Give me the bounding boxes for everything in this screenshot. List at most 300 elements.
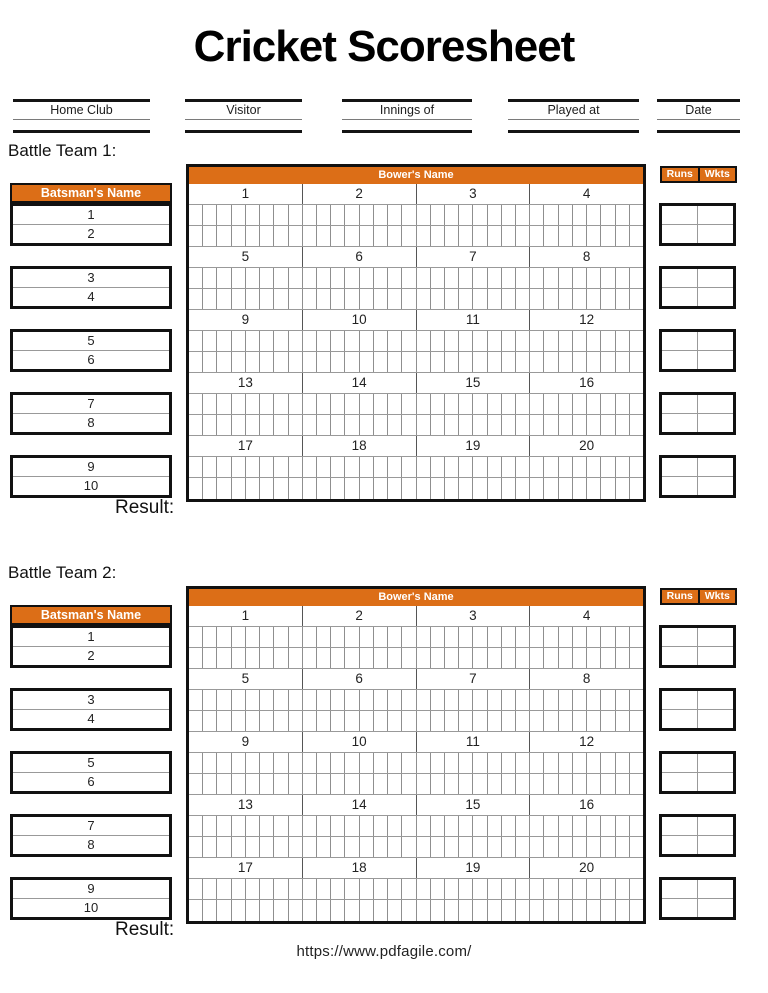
ball-score-cell[interactable] bbox=[260, 394, 274, 414]
ball-score-cell[interactable] bbox=[630, 753, 643, 773]
ball-score-cell[interactable] bbox=[601, 352, 615, 372]
ball-score-cell[interactable] bbox=[445, 627, 459, 647]
ball-score-cell[interactable] bbox=[587, 648, 601, 668]
ball-score-cell[interactable] bbox=[303, 415, 317, 435]
ball-score-cell[interactable] bbox=[374, 331, 388, 351]
ball-score-cell[interactable] bbox=[587, 205, 601, 225]
ball-score-cell[interactable] bbox=[402, 478, 416, 499]
ball-score-cell[interactable] bbox=[260, 289, 274, 309]
ball-score-cell[interactable] bbox=[331, 837, 345, 857]
ball-score-cell[interactable] bbox=[388, 457, 402, 477]
ball-score-cell[interactable] bbox=[445, 394, 459, 414]
ball-score-cell[interactable] bbox=[587, 816, 601, 836]
ball-score-cell[interactable] bbox=[417, 900, 431, 921]
ball-score-cell[interactable] bbox=[303, 394, 317, 414]
ball-score-cell[interactable] bbox=[331, 648, 345, 668]
ball-score-cell[interactable] bbox=[601, 289, 615, 309]
ball-score-cell[interactable] bbox=[616, 226, 630, 246]
runs-cell[interactable] bbox=[662, 710, 698, 729]
ball-score-cell[interactable] bbox=[374, 352, 388, 372]
ball-score-cell[interactable] bbox=[530, 816, 544, 836]
wkts-cell[interactable] bbox=[698, 225, 734, 244]
ball-score-cell[interactable] bbox=[459, 627, 473, 647]
ball-score-cell[interactable] bbox=[246, 879, 260, 899]
ball-score-cell[interactable] bbox=[445, 331, 459, 351]
ball-score-cell[interactable] bbox=[601, 457, 615, 477]
ball-score-cell[interactable] bbox=[559, 711, 573, 731]
ball-score-cell[interactable] bbox=[530, 900, 544, 921]
ball-score-cell[interactable] bbox=[274, 205, 288, 225]
batsman-name-row[interactable]: 1 bbox=[13, 206, 169, 225]
ball-score-cell[interactable] bbox=[431, 226, 445, 246]
ball-score-cell[interactable] bbox=[587, 837, 601, 857]
ball-score-cell[interactable] bbox=[459, 837, 473, 857]
ball-score-cell[interactable] bbox=[345, 226, 359, 246]
ball-score-cell[interactable] bbox=[203, 627, 217, 647]
ball-score-cell[interactable] bbox=[601, 816, 615, 836]
ball-score-cell[interactable] bbox=[630, 205, 643, 225]
ball-score-cell[interactable] bbox=[601, 205, 615, 225]
ball-score-cell[interactable] bbox=[601, 879, 615, 899]
ball-score-cell[interactable] bbox=[488, 627, 502, 647]
ball-score-cell[interactable] bbox=[274, 837, 288, 857]
ball-score-cell[interactable] bbox=[488, 268, 502, 288]
ball-score-cell[interactable] bbox=[473, 457, 487, 477]
ball-score-cell[interactable] bbox=[246, 394, 260, 414]
ball-score-cell[interactable] bbox=[303, 816, 317, 836]
ball-score-cell[interactable] bbox=[587, 226, 601, 246]
ball-score-cell[interactable] bbox=[345, 352, 359, 372]
runs-cell[interactable] bbox=[662, 647, 698, 666]
ball-score-cell[interactable] bbox=[502, 690, 516, 710]
wkts-cell[interactable] bbox=[698, 773, 734, 792]
wkts-cell[interactable] bbox=[698, 332, 734, 351]
ball-score-cell[interactable] bbox=[502, 837, 516, 857]
ball-score-cell[interactable] bbox=[360, 648, 374, 668]
ball-score-cell[interactable] bbox=[445, 352, 459, 372]
ball-score-cell[interactable] bbox=[189, 289, 203, 309]
ball-score-cell[interactable] bbox=[431, 711, 445, 731]
ball-score-cell[interactable] bbox=[331, 331, 345, 351]
ball-score-cell[interactable] bbox=[317, 457, 331, 477]
ball-score-cell[interactable] bbox=[232, 753, 246, 773]
ball-score-cell[interactable] bbox=[559, 268, 573, 288]
ball-score-cell[interactable] bbox=[317, 837, 331, 857]
ball-score-cell[interactable] bbox=[559, 879, 573, 899]
ball-score-cell[interactable] bbox=[274, 352, 288, 372]
ball-score-cell[interactable] bbox=[360, 415, 374, 435]
ball-score-cell[interactable] bbox=[616, 774, 630, 794]
ball-score-cell[interactable] bbox=[459, 690, 473, 710]
ball-score-cell[interactable] bbox=[559, 415, 573, 435]
ball-score-cell[interactable] bbox=[573, 648, 587, 668]
ball-score-cell[interactable] bbox=[203, 879, 217, 899]
ball-score-cell[interactable] bbox=[502, 774, 516, 794]
ball-score-cell[interactable] bbox=[203, 478, 217, 499]
ball-score-cell[interactable] bbox=[559, 627, 573, 647]
ball-score-cell[interactable] bbox=[417, 268, 431, 288]
ball-score-cell[interactable] bbox=[516, 394, 530, 414]
ball-score-cell[interactable] bbox=[431, 478, 445, 499]
ball-score-cell[interactable] bbox=[246, 478, 260, 499]
ball-score-cell[interactable] bbox=[345, 331, 359, 351]
ball-score-cell[interactable] bbox=[473, 900, 487, 921]
ball-score-cell[interactable] bbox=[360, 879, 374, 899]
ball-score-cell[interactable] bbox=[544, 648, 558, 668]
ball-score-cell[interactable] bbox=[189, 331, 203, 351]
ball-score-cell[interactable] bbox=[559, 753, 573, 773]
ball-score-cell[interactable] bbox=[289, 394, 303, 414]
ball-score-cell[interactable] bbox=[601, 711, 615, 731]
runs-cell[interactable] bbox=[662, 899, 698, 918]
ball-score-cell[interactable] bbox=[417, 205, 431, 225]
batsman-name-row[interactable]: 1 bbox=[13, 628, 169, 647]
ball-score-cell[interactable] bbox=[274, 394, 288, 414]
ball-score-cell[interactable] bbox=[502, 331, 516, 351]
field-write-line[interactable] bbox=[508, 130, 639, 133]
ball-score-cell[interactable] bbox=[587, 690, 601, 710]
ball-score-cell[interactable] bbox=[260, 268, 274, 288]
ball-score-cell[interactable] bbox=[246, 205, 260, 225]
batsman-name-row[interactable]: 2 bbox=[87, 226, 95, 241]
wkts-cell[interactable] bbox=[698, 269, 734, 288]
runs-cell[interactable] bbox=[662, 395, 698, 414]
ball-score-cell[interactable] bbox=[274, 415, 288, 435]
ball-score-cell[interactable] bbox=[388, 711, 402, 731]
ball-score-cell[interactable] bbox=[345, 205, 359, 225]
ball-score-cell[interactable] bbox=[530, 394, 544, 414]
ball-score-cell[interactable] bbox=[587, 753, 601, 773]
ball-score-cell[interactable] bbox=[388, 268, 402, 288]
ball-score-cell[interactable] bbox=[544, 457, 558, 477]
ball-score-cell[interactable] bbox=[459, 268, 473, 288]
batsman-name-row[interactable]: 6 bbox=[87, 774, 95, 789]
ball-score-cell[interactable] bbox=[516, 331, 530, 351]
ball-score-cell[interactable] bbox=[616, 648, 630, 668]
ball-score-cell[interactable] bbox=[445, 753, 459, 773]
ball-score-cell[interactable] bbox=[587, 478, 601, 499]
ball-score-cell[interactable] bbox=[360, 457, 374, 477]
ball-score-cell[interactable] bbox=[630, 352, 643, 372]
ball-score-cell[interactable] bbox=[274, 478, 288, 499]
ball-score-cell[interactable] bbox=[516, 205, 530, 225]
ball-score-cell[interactable] bbox=[573, 415, 587, 435]
ball-score-cell[interactable] bbox=[289, 205, 303, 225]
ball-score-cell[interactable] bbox=[289, 457, 303, 477]
ball-score-cell[interactable] bbox=[601, 753, 615, 773]
ball-score-cell[interactable] bbox=[473, 627, 487, 647]
ball-score-cell[interactable] bbox=[573, 816, 587, 836]
batsman-name-row[interactable]: 9 bbox=[13, 458, 169, 477]
ball-score-cell[interactable] bbox=[601, 331, 615, 351]
ball-score-cell[interactable] bbox=[573, 837, 587, 857]
ball-score-cell[interactable] bbox=[488, 478, 502, 499]
ball-score-cell[interactable] bbox=[360, 690, 374, 710]
ball-score-cell[interactable] bbox=[217, 774, 231, 794]
ball-score-cell[interactable] bbox=[203, 837, 217, 857]
batsman-name-row[interactable]: 8 bbox=[87, 415, 95, 430]
ball-score-cell[interactable] bbox=[516, 226, 530, 246]
ball-score-cell[interactable] bbox=[402, 816, 416, 836]
ball-score-cell[interactable] bbox=[217, 837, 231, 857]
ball-score-cell[interactable] bbox=[303, 774, 317, 794]
ball-score-cell[interactable] bbox=[544, 352, 558, 372]
ball-score-cell[interactable] bbox=[289, 900, 303, 921]
ball-score-cell[interactable] bbox=[573, 457, 587, 477]
ball-score-cell[interactable] bbox=[274, 900, 288, 921]
ball-score-cell[interactable] bbox=[488, 394, 502, 414]
ball-score-cell[interactable] bbox=[417, 226, 431, 246]
ball-score-cell[interactable] bbox=[289, 331, 303, 351]
ball-score-cell[interactable] bbox=[559, 352, 573, 372]
ball-score-cell[interactable] bbox=[473, 415, 487, 435]
ball-score-cell[interactable] bbox=[459, 457, 473, 477]
ball-score-cell[interactable] bbox=[274, 774, 288, 794]
ball-score-cell[interactable] bbox=[459, 711, 473, 731]
batsman-name-row[interactable]: 10 bbox=[83, 900, 99, 915]
ball-score-cell[interactable] bbox=[303, 289, 317, 309]
ball-score-cell[interactable] bbox=[459, 331, 473, 351]
ball-score-cell[interactable] bbox=[289, 774, 303, 794]
ball-score-cell[interactable] bbox=[516, 415, 530, 435]
ball-score-cell[interactable] bbox=[616, 816, 630, 836]
ball-score-cell[interactable] bbox=[459, 753, 473, 773]
batsman-name-row[interactable]: 7 bbox=[13, 817, 169, 836]
ball-score-cell[interactable] bbox=[317, 648, 331, 668]
ball-score-cell[interactable] bbox=[431, 352, 445, 372]
ball-score-cell[interactable] bbox=[488, 226, 502, 246]
ball-score-cell[interactable] bbox=[203, 900, 217, 921]
ball-score-cell[interactable] bbox=[317, 289, 331, 309]
ball-score-cell[interactable] bbox=[473, 879, 487, 899]
ball-score-cell[interactable] bbox=[459, 648, 473, 668]
wkts-cell[interactable] bbox=[698, 206, 734, 225]
ball-score-cell[interactable] bbox=[630, 331, 643, 351]
runs-cell[interactable] bbox=[662, 351, 698, 370]
ball-score-cell[interactable] bbox=[630, 627, 643, 647]
ball-score-cell[interactable] bbox=[587, 879, 601, 899]
ball-score-cell[interactable] bbox=[189, 226, 203, 246]
ball-score-cell[interactable] bbox=[317, 478, 331, 499]
ball-score-cell[interactable] bbox=[459, 774, 473, 794]
runs-cell[interactable] bbox=[662, 754, 698, 773]
ball-score-cell[interactable] bbox=[573, 690, 587, 710]
ball-score-cell[interactable] bbox=[431, 627, 445, 647]
ball-score-cell[interactable] bbox=[331, 879, 345, 899]
ball-score-cell[interactable] bbox=[331, 478, 345, 499]
ball-score-cell[interactable] bbox=[374, 837, 388, 857]
ball-score-cell[interactable] bbox=[374, 753, 388, 773]
ball-score-cell[interactable] bbox=[360, 711, 374, 731]
ball-score-cell[interactable] bbox=[516, 457, 530, 477]
ball-score-cell[interactable] bbox=[388, 753, 402, 773]
ball-score-cell[interactable] bbox=[630, 648, 643, 668]
runs-cell[interactable] bbox=[662, 628, 698, 647]
ball-score-cell[interactable] bbox=[431, 268, 445, 288]
ball-score-cell[interactable] bbox=[217, 690, 231, 710]
ball-score-cell[interactable] bbox=[274, 457, 288, 477]
ball-score-cell[interactable] bbox=[417, 457, 431, 477]
wkts-cell[interactable] bbox=[698, 628, 734, 647]
ball-score-cell[interactable] bbox=[573, 774, 587, 794]
ball-score-cell[interactable] bbox=[374, 774, 388, 794]
ball-score-cell[interactable] bbox=[431, 457, 445, 477]
ball-score-cell[interactable] bbox=[345, 289, 359, 309]
ball-score-cell[interactable] bbox=[630, 900, 643, 921]
ball-score-cell[interactable] bbox=[544, 226, 558, 246]
ball-score-cell[interactable] bbox=[274, 648, 288, 668]
ball-score-cell[interactable] bbox=[402, 268, 416, 288]
ball-score-cell[interactable] bbox=[217, 331, 231, 351]
ball-score-cell[interactable] bbox=[530, 415, 544, 435]
ball-score-cell[interactable] bbox=[388, 352, 402, 372]
ball-score-cell[interactable] bbox=[616, 352, 630, 372]
ball-score-cell[interactable] bbox=[473, 205, 487, 225]
wkts-cell[interactable] bbox=[698, 899, 734, 918]
ball-score-cell[interactable] bbox=[417, 711, 431, 731]
ball-score-cell[interactable] bbox=[502, 352, 516, 372]
ball-score-cell[interactable] bbox=[445, 900, 459, 921]
ball-score-cell[interactable] bbox=[459, 352, 473, 372]
ball-score-cell[interactable] bbox=[232, 900, 246, 921]
wkts-cell[interactable] bbox=[698, 458, 734, 477]
ball-score-cell[interactable] bbox=[388, 478, 402, 499]
ball-score-cell[interactable] bbox=[374, 627, 388, 647]
ball-score-cell[interactable] bbox=[203, 415, 217, 435]
ball-score-cell[interactable] bbox=[345, 478, 359, 499]
batsman-name-row[interactable]: 4 bbox=[87, 289, 95, 304]
ball-score-cell[interactable] bbox=[388, 648, 402, 668]
ball-score-cell[interactable] bbox=[559, 774, 573, 794]
ball-score-cell[interactable] bbox=[331, 352, 345, 372]
ball-score-cell[interactable] bbox=[530, 753, 544, 773]
ball-score-cell[interactable] bbox=[544, 711, 558, 731]
ball-score-cell[interactable] bbox=[445, 774, 459, 794]
ball-score-cell[interactable] bbox=[445, 837, 459, 857]
ball-score-cell[interactable] bbox=[217, 352, 231, 372]
ball-score-cell[interactable] bbox=[274, 226, 288, 246]
ball-score-cell[interactable] bbox=[260, 478, 274, 499]
ball-score-cell[interactable] bbox=[544, 478, 558, 499]
wkts-cell[interactable] bbox=[698, 414, 734, 433]
batsman-name-row[interactable]: 6 bbox=[87, 352, 95, 367]
ball-score-cell[interactable] bbox=[217, 268, 231, 288]
ball-score-cell[interactable] bbox=[616, 879, 630, 899]
ball-score-cell[interactable] bbox=[360, 268, 374, 288]
ball-score-cell[interactable] bbox=[303, 331, 317, 351]
ball-score-cell[interactable] bbox=[374, 394, 388, 414]
ball-score-cell[interactable] bbox=[331, 753, 345, 773]
ball-score-cell[interactable] bbox=[630, 268, 643, 288]
ball-score-cell[interactable] bbox=[559, 205, 573, 225]
ball-score-cell[interactable] bbox=[232, 415, 246, 435]
ball-score-cell[interactable] bbox=[203, 774, 217, 794]
ball-score-cell[interactable] bbox=[274, 816, 288, 836]
ball-score-cell[interactable] bbox=[459, 226, 473, 246]
ball-score-cell[interactable] bbox=[303, 648, 317, 668]
ball-score-cell[interactable] bbox=[587, 289, 601, 309]
wkts-cell[interactable] bbox=[698, 754, 734, 773]
ball-score-cell[interactable] bbox=[260, 331, 274, 351]
ball-score-cell[interactable] bbox=[274, 879, 288, 899]
ball-score-cell[interactable] bbox=[374, 415, 388, 435]
ball-score-cell[interactable] bbox=[616, 690, 630, 710]
ball-score-cell[interactable] bbox=[232, 711, 246, 731]
ball-score-cell[interactable] bbox=[431, 648, 445, 668]
ball-score-cell[interactable] bbox=[303, 837, 317, 857]
ball-score-cell[interactable] bbox=[388, 690, 402, 710]
ball-score-cell[interactable] bbox=[345, 394, 359, 414]
batsman-name-row[interactable]: 8 bbox=[87, 837, 95, 852]
ball-score-cell[interactable] bbox=[260, 226, 274, 246]
ball-score-cell[interactable] bbox=[317, 816, 331, 836]
ball-score-cell[interactable] bbox=[189, 837, 203, 857]
ball-score-cell[interactable] bbox=[544, 205, 558, 225]
ball-score-cell[interactable] bbox=[203, 205, 217, 225]
ball-score-cell[interactable] bbox=[587, 331, 601, 351]
runs-cell[interactable] bbox=[662, 225, 698, 244]
ball-score-cell[interactable] bbox=[374, 205, 388, 225]
ball-score-cell[interactable] bbox=[616, 415, 630, 435]
ball-score-cell[interactable] bbox=[232, 331, 246, 351]
field-write-line[interactable] bbox=[342, 130, 472, 133]
ball-score-cell[interactable] bbox=[217, 457, 231, 477]
ball-score-cell[interactable] bbox=[260, 711, 274, 731]
ball-score-cell[interactable] bbox=[601, 478, 615, 499]
ball-score-cell[interactable] bbox=[189, 415, 203, 435]
ball-score-cell[interactable] bbox=[303, 268, 317, 288]
ball-score-cell[interactable] bbox=[289, 226, 303, 246]
ball-score-cell[interactable] bbox=[360, 900, 374, 921]
ball-score-cell[interactable] bbox=[203, 648, 217, 668]
ball-score-cell[interactable] bbox=[345, 648, 359, 668]
ball-score-cell[interactable] bbox=[630, 415, 643, 435]
ball-score-cell[interactable] bbox=[488, 648, 502, 668]
ball-score-cell[interactable] bbox=[417, 690, 431, 710]
ball-score-cell[interactable] bbox=[630, 478, 643, 499]
ball-score-cell[interactable] bbox=[360, 289, 374, 309]
ball-score-cell[interactable] bbox=[217, 879, 231, 899]
ball-score-cell[interactable] bbox=[616, 205, 630, 225]
ball-score-cell[interactable] bbox=[303, 690, 317, 710]
ball-score-cell[interactable] bbox=[601, 690, 615, 710]
ball-score-cell[interactable] bbox=[530, 205, 544, 225]
ball-score-cell[interactable] bbox=[516, 352, 530, 372]
ball-score-cell[interactable] bbox=[360, 837, 374, 857]
ball-score-cell[interactable] bbox=[360, 352, 374, 372]
ball-score-cell[interactable] bbox=[189, 900, 203, 921]
ball-score-cell[interactable] bbox=[587, 415, 601, 435]
ball-score-cell[interactable] bbox=[274, 711, 288, 731]
ball-score-cell[interactable] bbox=[473, 268, 487, 288]
ball-score-cell[interactable] bbox=[203, 394, 217, 414]
ball-score-cell[interactable] bbox=[417, 753, 431, 773]
ball-score-cell[interactable] bbox=[630, 711, 643, 731]
ball-score-cell[interactable] bbox=[431, 205, 445, 225]
ball-score-cell[interactable] bbox=[502, 394, 516, 414]
ball-score-cell[interactable] bbox=[402, 331, 416, 351]
ball-score-cell[interactable] bbox=[260, 816, 274, 836]
ball-score-cell[interactable] bbox=[402, 394, 416, 414]
ball-score-cell[interactable] bbox=[402, 690, 416, 710]
ball-score-cell[interactable] bbox=[544, 415, 558, 435]
ball-score-cell[interactable] bbox=[203, 816, 217, 836]
ball-score-cell[interactable] bbox=[516, 627, 530, 647]
ball-score-cell[interactable] bbox=[630, 837, 643, 857]
ball-score-cell[interactable] bbox=[516, 289, 530, 309]
ball-score-cell[interactable] bbox=[360, 226, 374, 246]
ball-score-cell[interactable] bbox=[502, 900, 516, 921]
